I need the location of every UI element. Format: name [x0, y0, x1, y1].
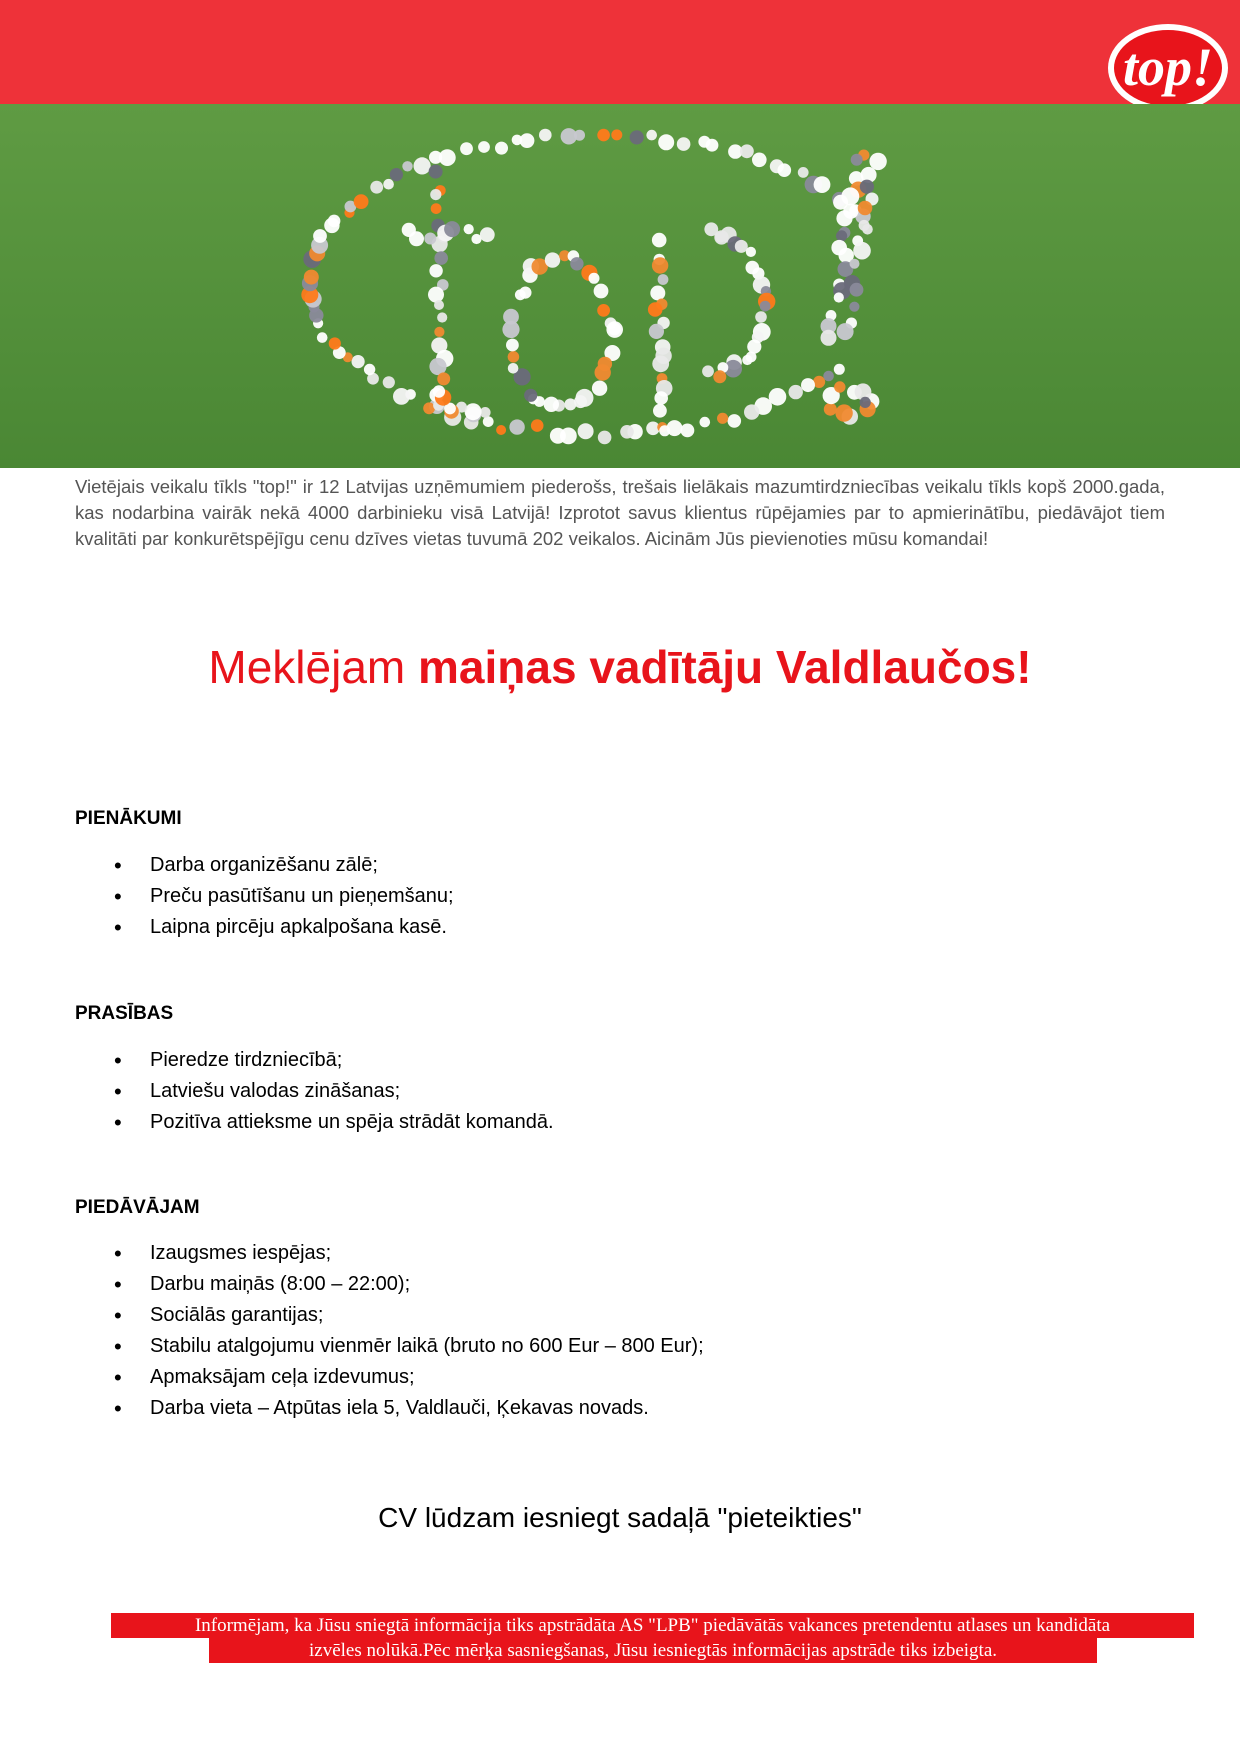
header-bar — [0, 0, 1240, 104]
list-item: • Stabilu atalgojumu vienmēr laikā (bruto no 600 Eur – 800 Eur); — [112, 1331, 704, 1362]
list-item: • Darba vieta – Atpūtas iela 5, Valdlauči, Ķekavas novads. — [112, 1393, 704, 1424]
privacy-line-1: Informējam, ka Jūsu sniegtā informācija tiks apstrādāta AS "LPB" piedāvātās vakances pretendentu atlases un kandidāta — [111, 1613, 1194, 1638]
list-item: • Laipna pircēju apkalpošana kasē. — [112, 912, 454, 943]
list-item: • Latviešu valodas zināšanas; — [112, 1076, 554, 1107]
duties-list — [112, 850, 454, 943]
list-item: • Darbu maiņās (8:00 – 22:00); — [112, 1269, 704, 1300]
list-item: • Pieredze tirdzniecībā; — [112, 1045, 554, 1076]
list-item: • Pozitīva attieksme un spēja strādāt komandā. — [112, 1107, 554, 1138]
hero-photo — [0, 104, 1240, 468]
list-item: • Darba organizēšanu zālē; — [112, 850, 454, 881]
section-title-offer: PIEDĀVĀJAM — [75, 1197, 200, 1218]
job-headline — [0, 640, 1240, 694]
list-item: • Apmaksājam ceļa izdevumus; — [112, 1362, 704, 1393]
section-title-requirements: PRASĪBAS — [75, 1003, 174, 1024]
logo-text: top! — [1122, 37, 1214, 97]
section-title-duties: PIENĀKUMI — [75, 808, 182, 829]
list-item: • Sociālās garantijas; — [112, 1300, 704, 1331]
list-item: • Preču pasūtīšanu un pieņemšanu; — [112, 881, 454, 912]
headline-position: maiņas vadītāju Valdlaučos! — [418, 641, 1032, 693]
intro-text: Vietējais veikalu tīkls "top!" ir 12 Latvijas uzņēmumiem piederošs, trešais lielākais mazumtirdzniecības veikalu tīkls kopš 2000.gada, kas nodarbina vairāk nekā 4000 darbinieku visā Latvijā! Izprotot savus klientus rūpējamies par to apmierinātību, piedāvājot tiem kvalitāti par konkurētspējīgu cenu dzīves vietas tuvumā 202 veikalos. Aicinām Jūs pievienoties mūsu komandai! — [75, 476, 1165, 549]
privacy-line-2: izvēles nolūkā.Pēc mērķa sasniegšanas, Jūsu iesniegtās informācijas apstrāde tiks izbeigta. — [209, 1638, 1097, 1663]
cv-note: CV lūdzam iesniegt sadaļā "pieteikties" — [378, 1502, 862, 1533]
offer-list — [112, 1238, 704, 1424]
requirements-list — [112, 1045, 554, 1138]
headline-lead: Meklējam — [208, 641, 419, 693]
list-item: • Izaugsmes iespējas; — [112, 1238, 704, 1269]
